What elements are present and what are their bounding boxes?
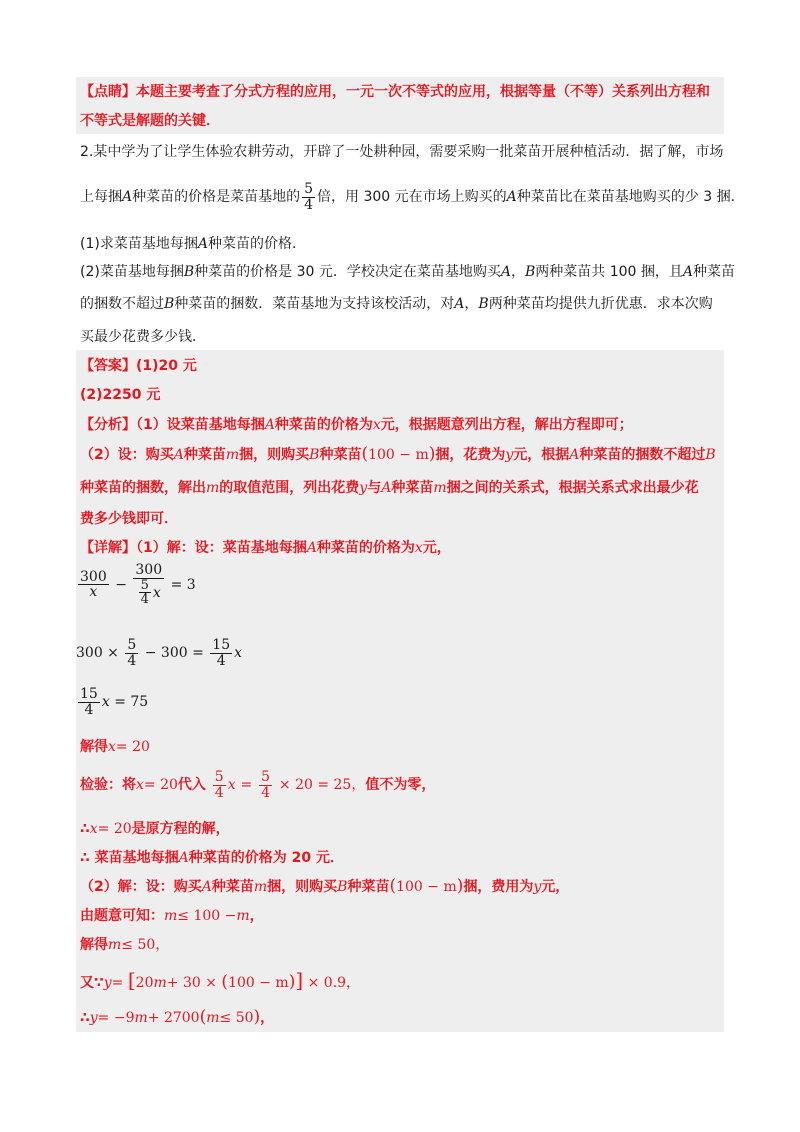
cost-equation: 又∵y= [20m+ 30 × (100 − m)] × 0.9， [80,968,361,992]
question-part-2-line-2: 的捆数不超过B种菜苗的捆数．菜苗基地为支持该校活动，对A，B两种菜苗均提供九折优惠．求本次购 [80,296,713,312]
dianjing-block [76,77,724,134]
answer-line-2: (2)2250 元 [80,387,161,403]
cost-function: ∴y= −9m+ 2700(m≤ 50)， [80,1007,275,1027]
question-part-2: (2)菜苗基地每捆B种菜苗的价格是 30 元．学校决定在菜苗基地购买A，B两种菜苗共 100 捆，且A种菜苗 [80,264,736,280]
analysis-line-2: （2）设：购买A种菜苗m捆，则购买B种菜苗(100 − m)捆，花费为y元，根据A种菜苗的捆数不超过B [80,444,716,464]
question-line-1: 2.某中学为了让学生体验农耕劳动，开辟了一处耕种园，需要采购一批菜苗开展种植活动．据了解，市场 [80,144,724,160]
equation-1: $\frac{300}{x}$ − 300 $\frac{5}{4}$ x = 3 [80,562,196,608]
question-line-2: 上每捆A种菜苗的价格是菜苗基地的 $\frac{5}{4}$ 倍，用 300 元在市场上购买的A种菜苗比在菜苗基地购买的少 3 捆． [80,181,745,213]
conclusion-1: ∴x= 20是原方程的解， [80,821,230,837]
dianjing-line-2: 不等式是解题的关键． [80,113,220,129]
part2-setup: （2）解：设：购买A种菜苗m捆，则购买B种菜苗(100 − m)捆，费用为y元， [80,876,570,896]
question-part-1: (1)求菜苗基地每捆A种菜苗的价格． [80,236,306,252]
range-line: 解得m≤ 50， [80,937,170,953]
equation-2: 300 × $\frac{5}{4}$ − 300 = $\frac{15}{4}$ x [76,637,243,669]
question-part-2-line-3: 买最少花费多少钱． [80,329,206,345]
dianjing-line-1: 【点睛】本题主要考查了分式方程的应用，一元一次不等式的应用，根据等量（不等）关系列出方程和 [80,84,710,100]
solve-x: 解得x= 20 [80,739,150,755]
condition-line: 由题意可知：m≤ 100 −m， [80,908,264,924]
fraction-5-4: $\frac{5}{4}$ [304,181,314,213]
equation-3: $\frac{15}{4}$ x = 75 [80,686,149,718]
check-line: 检验：将x= 20代入 $\frac{5}{4}$ x = $\frac{5}{4}$ × 20 = 25，值不为零， [80,769,436,801]
analysis-line-3: 种菜苗的捆数，解出m的取值范围，列出花费y与A种菜苗m捆之间的关系式，根据关系式求出最少花 [80,480,699,496]
detail-line-1: 【详解】（1）解：设：菜苗基地每捆A种菜苗的价格为x元， [80,540,451,556]
conclusion-2: ∴ 菜苗基地每捆A种菜苗的价格为 20 元． [80,850,344,866]
analysis-line-1: 【分析】（1）设菜苗基地每捆A种菜苗的价格为x元，根据题意列出方程，解出方程即可； [80,417,633,433]
answer-line-1: 【答案】(1)20 元 [80,358,197,374]
solution-block [76,350,724,1032]
analysis-line-4: 费多少钱即可． [80,511,178,527]
